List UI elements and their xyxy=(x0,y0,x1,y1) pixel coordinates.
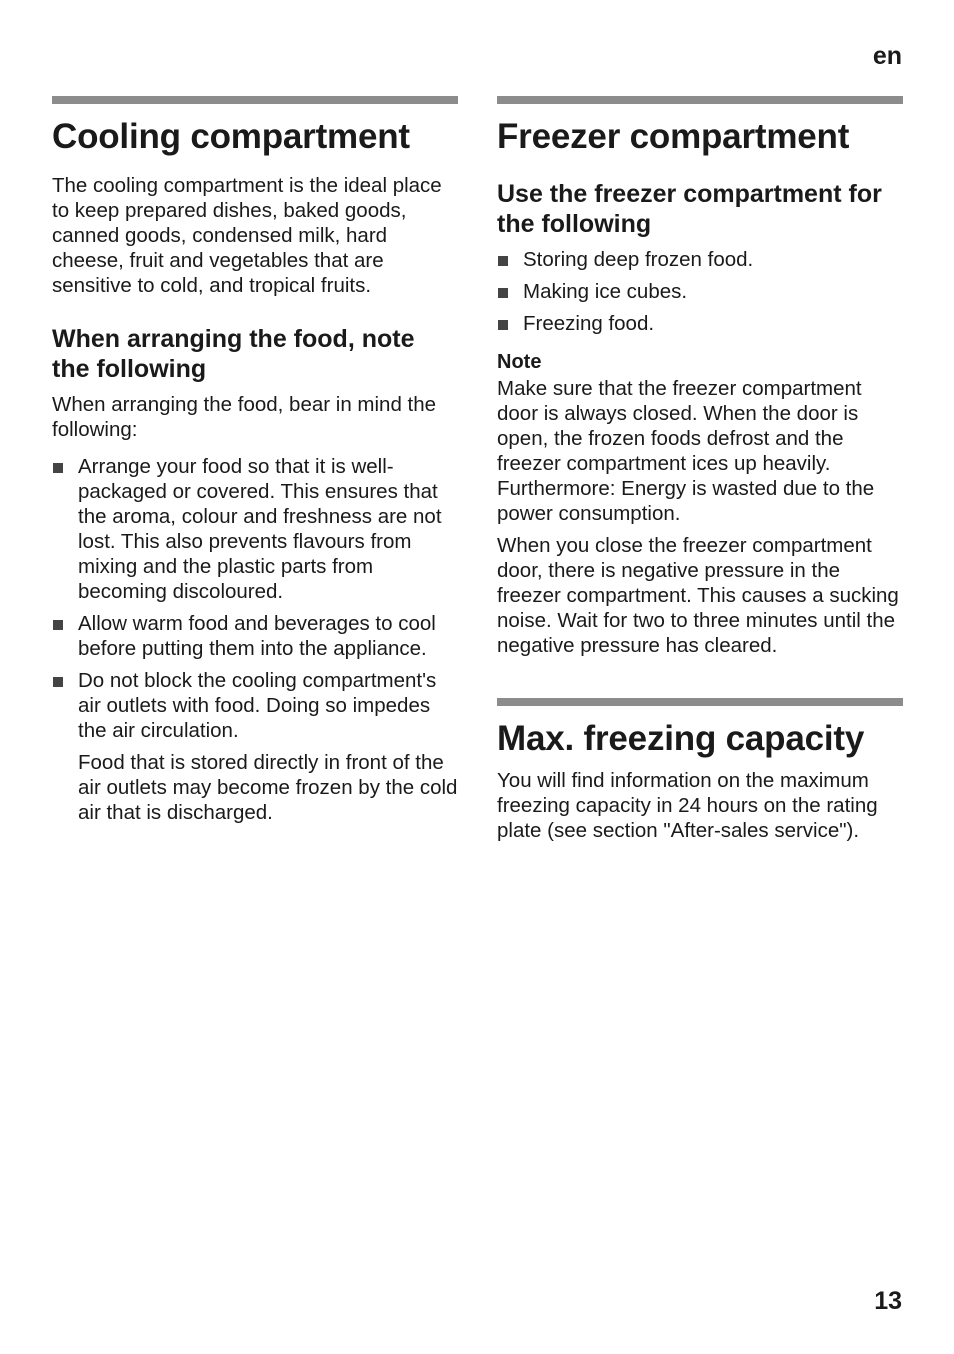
section-rule xyxy=(497,96,903,104)
max-freezing-capacity-section xyxy=(497,698,903,844)
square-bullet-icon xyxy=(53,620,63,630)
language-code: en xyxy=(872,42,902,70)
subheading: When arranging the food, note the following xyxy=(52,324,415,383)
note-paragraph-2: When you close the freezer compartment door, there is negative pressure in the freezer compartment. This causes a sucking noise. Wait for two to three minutes until the negative pressure has cleared. xyxy=(497,533,899,657)
list-item: Arrange your food so that it is well-packaged or covered. This ensures that the aroma, colour and freshness are not lost. This also prevents flavours from mixing and the plastic parts from becoming discoloured. xyxy=(52,454,458,604)
intro-paragraph: The cooling compartment is the ideal place to keep prepared dishes, baked goods, canned goods, condensed milk, hard cheese, fruit and vegetables that are sensitive to cold, and tropical fruits. xyxy=(52,173,442,297)
page-number: 13 xyxy=(874,1287,902,1315)
square-bullet-icon xyxy=(498,320,508,330)
square-bullet-icon xyxy=(53,677,63,687)
arrangement-list xyxy=(52,454,458,743)
freezer-uses-list xyxy=(497,247,903,336)
square-bullet-icon xyxy=(498,288,508,298)
note-label: Note xyxy=(497,350,542,373)
lead-paragraph: When arranging the food, bear in mind the following: xyxy=(52,392,437,441)
list-item: Freezing food. xyxy=(497,311,903,336)
section-title: Cooling compartment xyxy=(52,117,410,156)
note-paragraph: Make sure that the freezer compartment door is always closed. When the door is open, the frozen foods defrost and the freezer compartment ices up heavily. Furthermore: Energy is wasted due to the power consumption. xyxy=(497,376,875,525)
capacity-paragraph: You will find information on the maximum freezing capacity in 24 hours on the rating plate (see section "After-sales service"). xyxy=(497,769,878,842)
section-rule xyxy=(52,96,458,104)
list-item-note: Food that is stored directly in front of the air outlets may become frozen by the cold air that is discharged. xyxy=(78,750,458,824)
cooling-compartment-section xyxy=(52,96,458,832)
section-title: Freezer compartment xyxy=(497,117,850,156)
subheading: Use the freezer compartment for the following xyxy=(497,179,882,238)
section-rule xyxy=(497,698,903,706)
section-title: Max. freezing capacity xyxy=(497,718,865,758)
freezer-compartment-section xyxy=(497,96,903,850)
list-item: Storing deep frozen food. xyxy=(497,247,903,272)
list-item: Do not block the cooling compartment's air outlets with food. Doing so impedes the air circulation. xyxy=(52,668,458,743)
square-bullet-icon xyxy=(53,463,63,473)
list-item: Allow warm food and beverages to cool before putting them into the appliance. xyxy=(52,611,458,661)
list-item: Making ice cubes. xyxy=(497,279,903,304)
square-bullet-icon xyxy=(498,256,508,266)
